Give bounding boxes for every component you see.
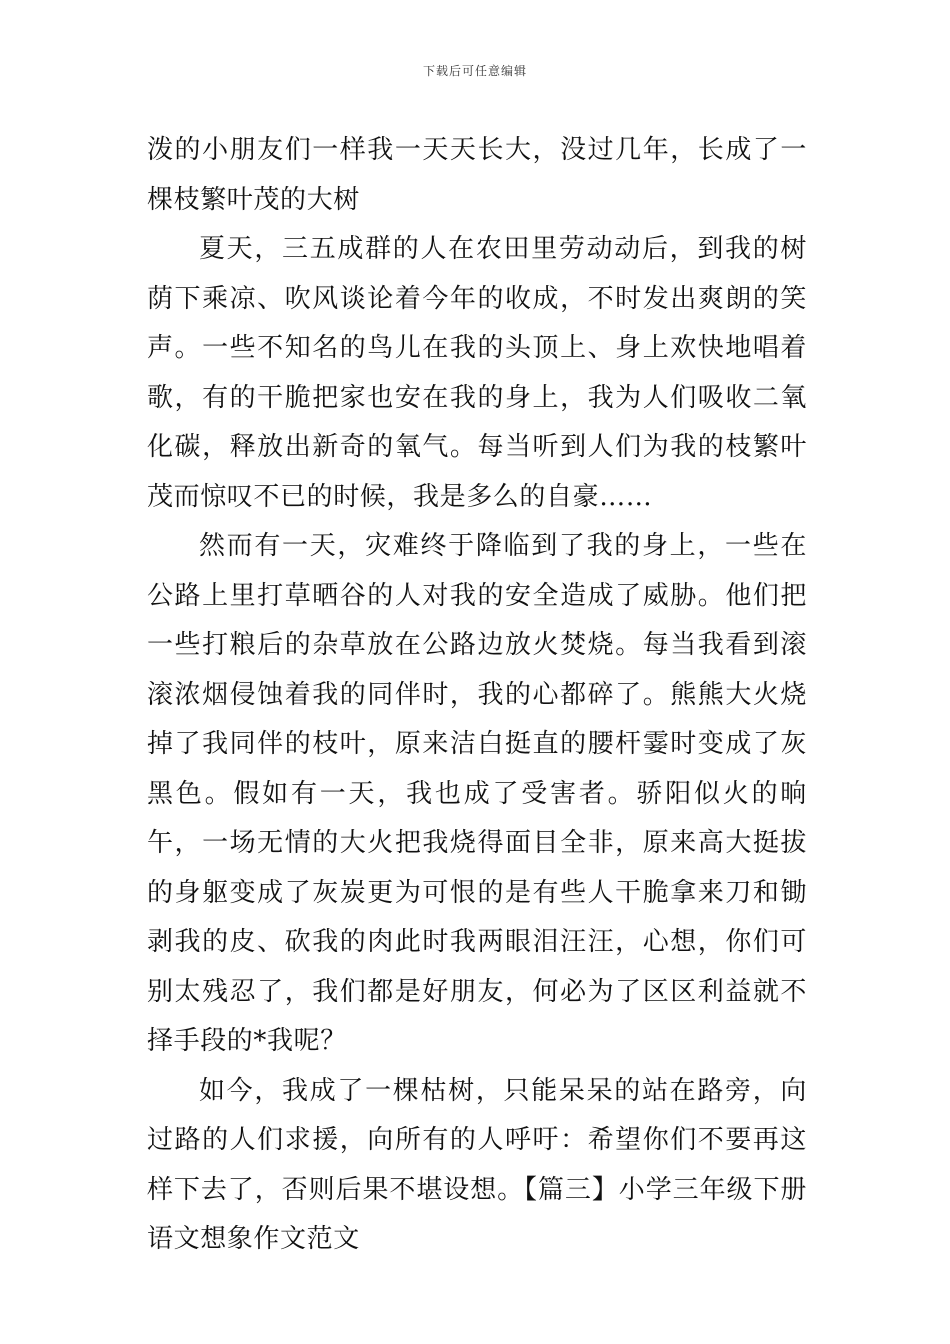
paragraph-continued: 泼的小朋友们一样我一天天长大，没过几年，长成了一棵枝繁叶茂的大树 xyxy=(147,135,807,215)
page-header-note: 下载后可任意编辑 xyxy=(422,64,527,78)
paragraph-now: 如今，我成了一棵枯树，只能呆呆的站在路旁，向过路的人们求援，向所有的人呼吁：希望你们不要再这样下去了，否则后果不堪设想。【篇三】小学三年级下册语文想象作文范文 xyxy=(147,1075,807,1254)
paragraph-disaster: 然而有一天，灾难终于降临到了我的身上，一些在公路上里打草晒谷的人对我的安全造成了威胁。他们把一些打粮后的杂草放在公路边放火焚烧。每当我看到滚滚浓烟侵蚀着我的同伴时，我的心都碎了。熊熊大火烧掉了我同伴的枝叶，原来洁白挺直的腰杆霎时变成了灰黑色。假如有一天，我也成了受害者。骄阳似火的晌午，一场无情的大火把我烧得面目全非，原来高大挺拔的身躯变成了灰炭更为可恨的是有些人干脆拿来刀和锄剥我的皮、砍我的肉此时我两眼泪汪汪，心想，你们可别太残忍了，我们都是好朋友，何必为了区区利益就不择手段的*我呢？ xyxy=(147,531,807,1056)
paragraph-summer: 夏天，三五成群的人在农田里劳动动后，到我的树荫下乘凉、吹风谈论着今年的收成，不时发出爽朗的笑声。一些不知名的鸟儿在我的头顶上、身上欢快地唱着歌，有的干脆把家也安在我的身上，我为人们吸收二氧化碳，释放出新奇的氧气。每当听到人们为我的枝繁叶茂而惊叹不已的时候，我是多么的自豪…… xyxy=(147,234,807,512)
article-body xyxy=(147,126,807,1265)
